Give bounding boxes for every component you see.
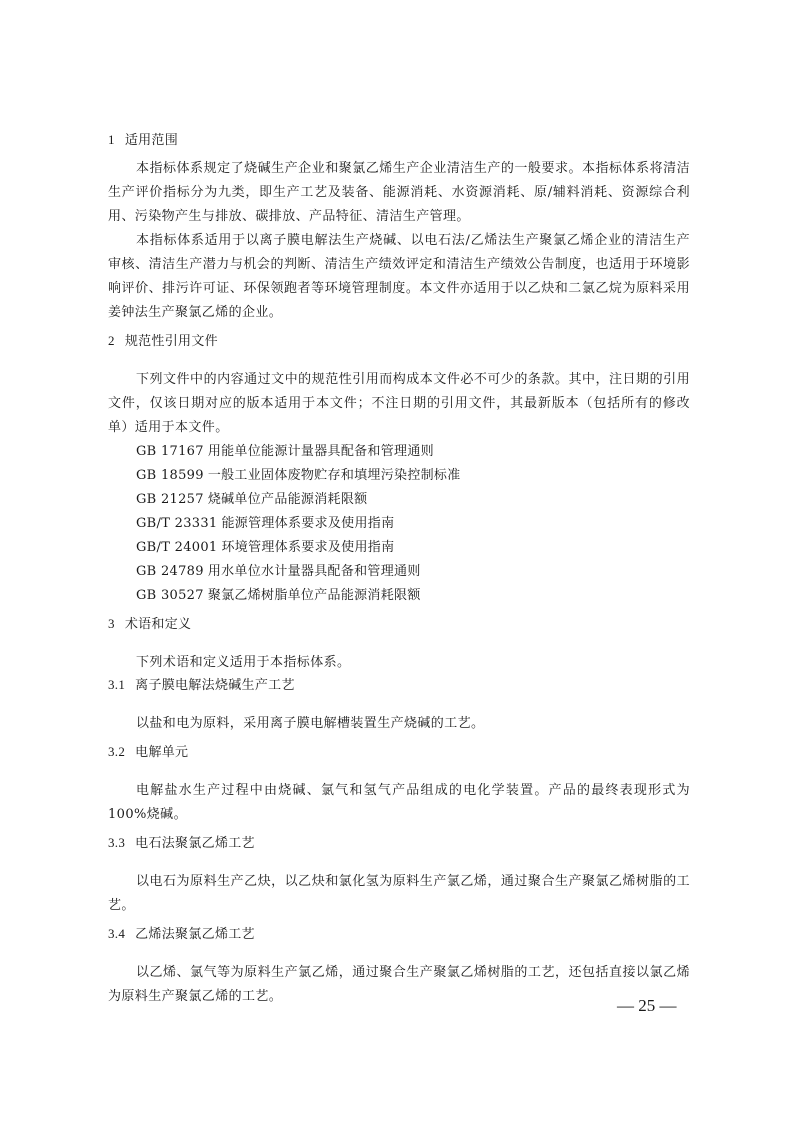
reference-title: 用水单位水计量器具配备和管理通则	[207, 564, 421, 579]
reference-title: 烧碱单位产品能源消耗限额	[207, 492, 368, 507]
reference-item	[108, 536, 690, 560]
reference-title: 一般工业固体废物贮存和填埋污染控制标准	[207, 468, 461, 483]
reference-item	[108, 560, 690, 584]
section-3-4-paragraph: 以乙烯、氯气等为原料生产氯乙烯，通过聚合生产聚氯乙烯树脂的工艺，还包括直接以氯乙烯为原料生产聚氯乙烯的工艺。	[108, 965, 690, 1004]
reference-item	[108, 512, 690, 536]
reference-title: 用能单位能源计量器具配备和管理通则	[207, 444, 434, 459]
reference-code: GB 30527	[136, 588, 204, 603]
reference-item	[108, 440, 690, 464]
reference-code: GB 18599	[136, 468, 204, 483]
reference-list	[108, 440, 690, 608]
reference-code: GB 17167	[136, 444, 204, 459]
reference-title: 聚氯乙烯树脂单位产品能源消耗限额	[207, 588, 421, 603]
section-3-3-paragraph: 以电石为原料生产乙炔，以乙炔和氯化氢为原料生产氯乙烯，通过聚合生产聚氯乙烯树脂的工艺。	[108, 874, 690, 913]
reference-code: GB/T 23331	[136, 516, 218, 531]
section-1-paragraph-2: 本指标体系适用于以离子膜电解法生产烧碱、以电石法/乙烯法生产聚氯乙烯企业的清洁生产审核、清洁生产潜力与机会的判断、清洁生产绩效评定和清洁生产绩效公告制度，也适用于环境影响评价、排污许可证、环保领跑者等环境管理制度。本文件亦适用于以乙炔和二氯乙烷为原料采用姜钟法生产聚氯乙烯的企业。	[108, 233, 690, 320]
reference-item	[108, 464, 690, 488]
reference-item	[108, 488, 690, 512]
reference-code: GB 24789	[136, 564, 204, 579]
section-3-paragraph-1: 下列术语和定义适用于本指标体系。	[136, 655, 351, 670]
document-body	[108, 130, 690, 1009]
section-2-paragraph-1: 下列文件中的内容通过文中的规范性引用而构成本文件必不可少的条款。其中，注日期的引用文件，仅该日期对应的版本适用于本文件；不注日期的引用文件，其最新版本（包括所有的修改单）适用于本文件。	[108, 372, 690, 435]
section-2-heading: 2 规范性引用文件	[108, 333, 218, 349]
section-3-1-heading: 3.1 离子膜电解法烧碱生产工艺	[108, 677, 295, 693]
section-3-heading: 3 术语和定义	[108, 616, 192, 632]
section-3-2-paragraph: 电解盐水生产过程中由烧碱、氯气和氢气产品组成的电化学装置。产品的最终表现形式为100%烧碱。	[108, 783, 690, 822]
reference-code: GB 21257	[136, 492, 204, 507]
reference-title: 环境管理体系要求及使用指南	[221, 540, 395, 555]
section-3-3-heading: 3.3 电石法聚氯乙烯工艺	[108, 835, 255, 851]
reference-code: GB/T 24001	[136, 540, 218, 555]
section-1-paragraph-1: 本指标体系规定了烧碱生产企业和聚氯乙烯生产企业清洁生产的一般要求。本指标体系将清洁生产评价指标分为九类，即生产工艺及装备、能源消耗、水资源消耗、原/辅料消耗、资源综合利用、污染物产生与排放、碳排放、产品特征、清洁生产管理。	[108, 161, 690, 224]
section-3-4-heading: 3.4 乙烯法聚氯乙烯工艺	[108, 926, 255, 942]
section-3-1-paragraph: 以盐和电为原料，采用离子膜电解槽装置生产烧碱的工艺。	[136, 716, 485, 731]
page-number: — 25 —	[617, 996, 677, 1015]
reference-title: 能源管理体系要求及使用指南	[221, 516, 395, 531]
section-3-2-heading: 3.2 电解单元	[108, 744, 189, 760]
section-1-heading: 1 适用范围	[108, 132, 179, 148]
reference-item	[108, 584, 690, 608]
